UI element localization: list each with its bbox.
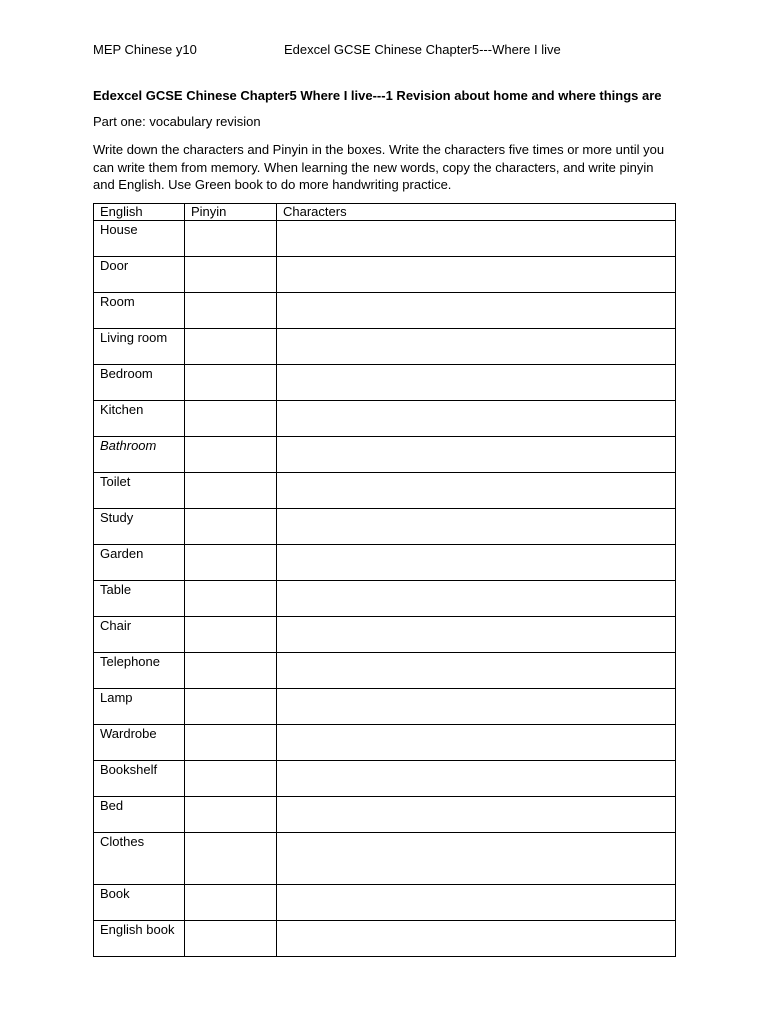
english-cell: Clothes [94,833,185,885]
pinyin-cell[interactable] [185,221,277,257]
english-cell: Chair [94,617,185,653]
characters-cell[interactable] [277,509,676,545]
english-cell: Bed [94,797,185,833]
characters-cell[interactable] [277,401,676,437]
characters-cell[interactable] [277,221,676,257]
english-cell: Garden [94,545,185,581]
characters-cell[interactable] [277,365,676,401]
english-cell: English book [94,921,185,957]
pinyin-cell[interactable] [185,329,277,365]
pinyin-cell[interactable] [185,257,277,293]
pinyin-cell[interactable] [185,437,277,473]
table-row [94,509,676,545]
table-row [94,437,676,473]
characters-cell[interactable] [277,581,676,617]
pinyin-cell[interactable] [185,401,277,437]
header-characters: Characters [277,204,676,221]
pinyin-cell[interactable] [185,365,277,401]
table-row [94,293,676,329]
characters-cell[interactable] [277,545,676,581]
table-row [94,689,676,725]
table-row [94,761,676,797]
table-row [94,545,676,581]
pinyin-cell[interactable] [185,689,277,725]
pinyin-cell[interactable] [185,653,277,689]
english-cell: Door [94,257,185,293]
english-cell: Book [94,885,185,921]
characters-cell[interactable] [277,293,676,329]
table-row [94,797,676,833]
table-body [94,221,676,957]
characters-cell[interactable] [277,617,676,653]
english-cell: Toilet [94,473,185,509]
pinyin-cell[interactable] [185,473,277,509]
header-english: English [94,204,185,221]
english-cell: Telephone [94,653,185,689]
pinyin-cell[interactable] [185,725,277,761]
english-cell: Wardrobe [94,725,185,761]
table-row [94,473,676,509]
characters-cell[interactable] [277,885,676,921]
pinyin-cell[interactable] [185,761,277,797]
english-cell: Table [94,581,185,617]
document-title: Edexcel GCSE Chinese Chapter5 Where I live---1 Revision about home and where things are [93,88,662,103]
english-cell: Lamp [94,689,185,725]
table-row [94,833,676,885]
table-row [94,653,676,689]
header-pinyin: Pinyin [185,204,277,221]
characters-cell[interactable] [277,473,676,509]
characters-cell[interactable] [277,761,676,797]
table-row [94,365,676,401]
english-cell: Bookshelf [94,761,185,797]
table-row [94,257,676,293]
pinyin-cell[interactable] [185,885,277,921]
characters-cell[interactable] [277,689,676,725]
pinyin-cell[interactable] [185,293,277,329]
pinyin-cell[interactable] [185,797,277,833]
pinyin-cell[interactable] [185,921,277,957]
table-row [94,221,676,257]
characters-cell[interactable] [277,257,676,293]
table-row [94,581,676,617]
part-label: Part one: vocabulary revision [93,114,261,129]
pinyin-cell[interactable] [185,617,277,653]
english-cell: Bathroom [94,437,185,473]
characters-cell[interactable] [277,921,676,957]
english-cell: Room [94,293,185,329]
header-right: Edexcel GCSE Chinese Chapter5---Where I live [284,42,561,57]
table-row [94,617,676,653]
table-row [94,329,676,365]
characters-cell[interactable] [277,653,676,689]
characters-cell[interactable] [277,725,676,761]
characters-cell[interactable] [277,437,676,473]
english-cell: Kitchen [94,401,185,437]
header-left: MEP Chinese y10 [93,42,197,57]
instructions: Write down the characters and Pinyin in the boxes. Write the characters five times or more until you can write them from memory. When learning the new words, copy the characters, and write pinyin and English. Use Green book to do more handwriting practice. [93,142,665,192]
table-header-row [94,204,676,221]
english-cell: Study [94,509,185,545]
table-row [94,401,676,437]
table-row [94,725,676,761]
table-row [94,921,676,957]
english-cell: Bedroom [94,365,185,401]
table-row [94,885,676,921]
pinyin-cell[interactable] [185,545,277,581]
vocabulary-table [93,203,676,957]
pinyin-cell[interactable] [185,833,277,885]
english-cell: Living room [94,329,185,365]
pinyin-cell[interactable] [185,509,277,545]
english-cell: House [94,221,185,257]
characters-cell[interactable] [277,329,676,365]
characters-cell[interactable] [277,833,676,885]
characters-cell[interactable] [277,797,676,833]
pinyin-cell[interactable] [185,581,277,617]
